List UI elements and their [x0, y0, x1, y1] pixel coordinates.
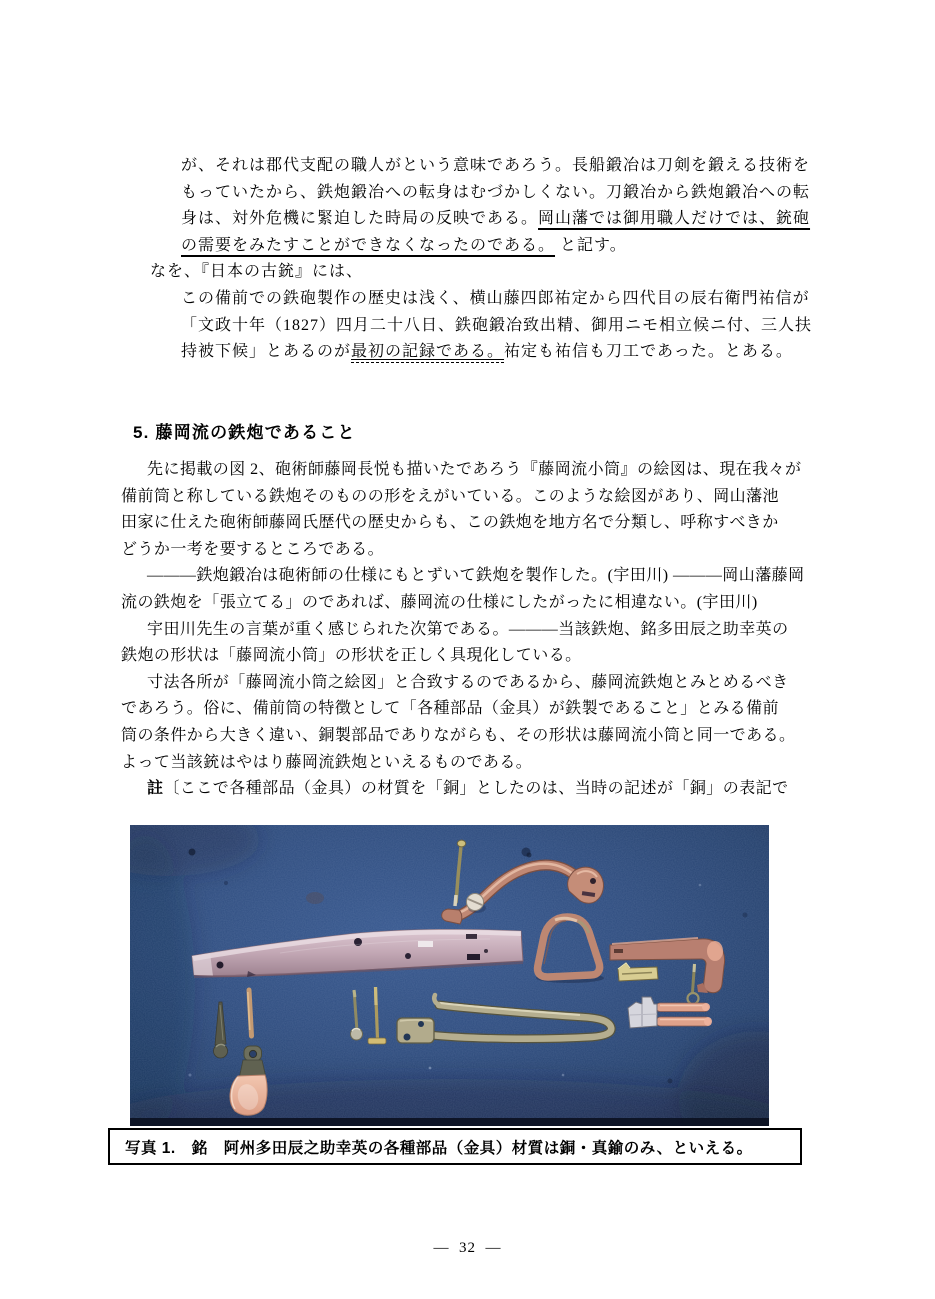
photo-gun-parts [130, 825, 769, 1126]
photo-caption-box [108, 1128, 802, 1165]
text-run: なを、『日本の古銃』には、 [150, 263, 364, 281]
text-line [121, 537, 805, 564]
text-run: 祐定も祐信も刀工であった。とある。 [504, 343, 793, 361]
text-line [121, 750, 805, 777]
text-line [121, 643, 805, 670]
text-line [121, 153, 812, 180]
text-line [121, 510, 805, 537]
text-run: の需要をみたすことができなくなったのである。 [181, 236, 556, 254]
text-run: 筒の条件から大きく違い、銅製部品でありながらも、その形状は藤岡流小筒と同一である。 [121, 726, 796, 744]
text-run: 鉄炮の形状は「藤岡流小筒」の形状を正しく具現化している。 [121, 647, 582, 665]
text-line [121, 617, 805, 644]
page-number: — 32 — [433, 1240, 502, 1256]
text-line [121, 206, 812, 233]
text-run: 持被下候」とあるのが [181, 343, 352, 361]
text-run: 宇田川先生の言葉が重く感じられた次第である。―――当該鉄炮、銘多田辰之助幸英の [147, 620, 789, 638]
photo-bottom-shadow-edge [130, 1118, 769, 1126]
text-line [121, 233, 812, 260]
text-run: であろう。俗に、備前筒の特徴として「各種部品（金具）が鉄製であること」とみる備前 [121, 700, 780, 718]
text-run: 「文政十年（1827）四月二十八日、鉄砲鍛冶致出精、御用ニモ相立候ニ付、三人扶 [181, 316, 813, 334]
text-line [121, 590, 805, 617]
text-run: この備前での鉄砲製作の歴史は浅く、横山藤四郎祐定から四代目の辰右衛門祐信が [181, 289, 810, 307]
text-run: 備前筒と称している鉄炮そのものの形をえがいている。このような絵図があり、岡山藩池 [121, 487, 780, 505]
text-run: 先に掲載の図 2、砲術師藤岡長悦も描いたであろう『藤岡流小筒』の絵図は、現在我々が [147, 461, 802, 478]
text-run: どうか一考を要するところである。 [121, 540, 385, 558]
text-run: ―――鉄炮鍛冶は砲術師の仕様にもとずいて鉄炮を製作した。(宇田川) ―――岡山藩藤岡 [147, 567, 805, 585]
text-line [121, 259, 812, 286]
text-line [121, 563, 805, 590]
text-run: 寸法各所が「藤岡流小筒之絵図」と合致するのであるから、藤岡流鉄炮とみとめるべき [147, 673, 789, 691]
text-run: 最初の記録である。 [351, 343, 504, 363]
text-line [121, 180, 812, 207]
serpentine-hole [590, 878, 596, 884]
text-run: 註 [147, 780, 164, 798]
text-line [121, 457, 805, 484]
text-run: 岡山藩では御用職人だけでは、銃砲 [538, 210, 811, 228]
photo-caption-text: 写真 1. 銘 阿州多田辰之助幸英の各種部品（金具）材質は銅・真鍮のみ、といえる。 [125, 1139, 753, 1157]
text-run: 流の鉄炮を「張立てる」のであれば、藤岡流の仕様にしたがったに相違ない。(宇田川) [121, 593, 758, 611]
text-run: と記す。 [555, 236, 627, 254]
section-body-paragraphs [121, 457, 805, 803]
text-line [121, 339, 812, 366]
text-line [121, 696, 805, 723]
text-line [121, 313, 812, 340]
text-run: もっていたから、鉄炮鍛冶への転身はむづかしくない。刀鍛冶から鉄炮鍛冶への転 [181, 183, 811, 201]
text-run: 身は、対外危機に緊迫した時局の反映である。 [181, 210, 539, 228]
text-run: 〔ここで各種部品（金具）の材質を「銅」としたのは、当時の記述が「銅」の表記で [163, 780, 789, 798]
text-run: よって当該銃はやはり藤岡流鉄炮といえるものである。 [121, 753, 533, 771]
text-line [121, 484, 805, 511]
text-line [121, 723, 805, 750]
intro-paragraphs [121, 153, 812, 366]
text-line [121, 286, 812, 313]
text-run: が、それは郡代支配の職人がという意味であろう。長船鍛冶は刀剣を鍛える技術を [181, 157, 811, 174]
section-heading: 5. 藤岡流の鉄炮であること [133, 423, 356, 442]
text-line [121, 776, 805, 803]
text-run: 田家に仕えた砲術師藤岡氏歴代の歴史からも、この鉄炮を地方名で分類し、呼称すべきか [121, 514, 779, 532]
text-line [121, 670, 805, 697]
